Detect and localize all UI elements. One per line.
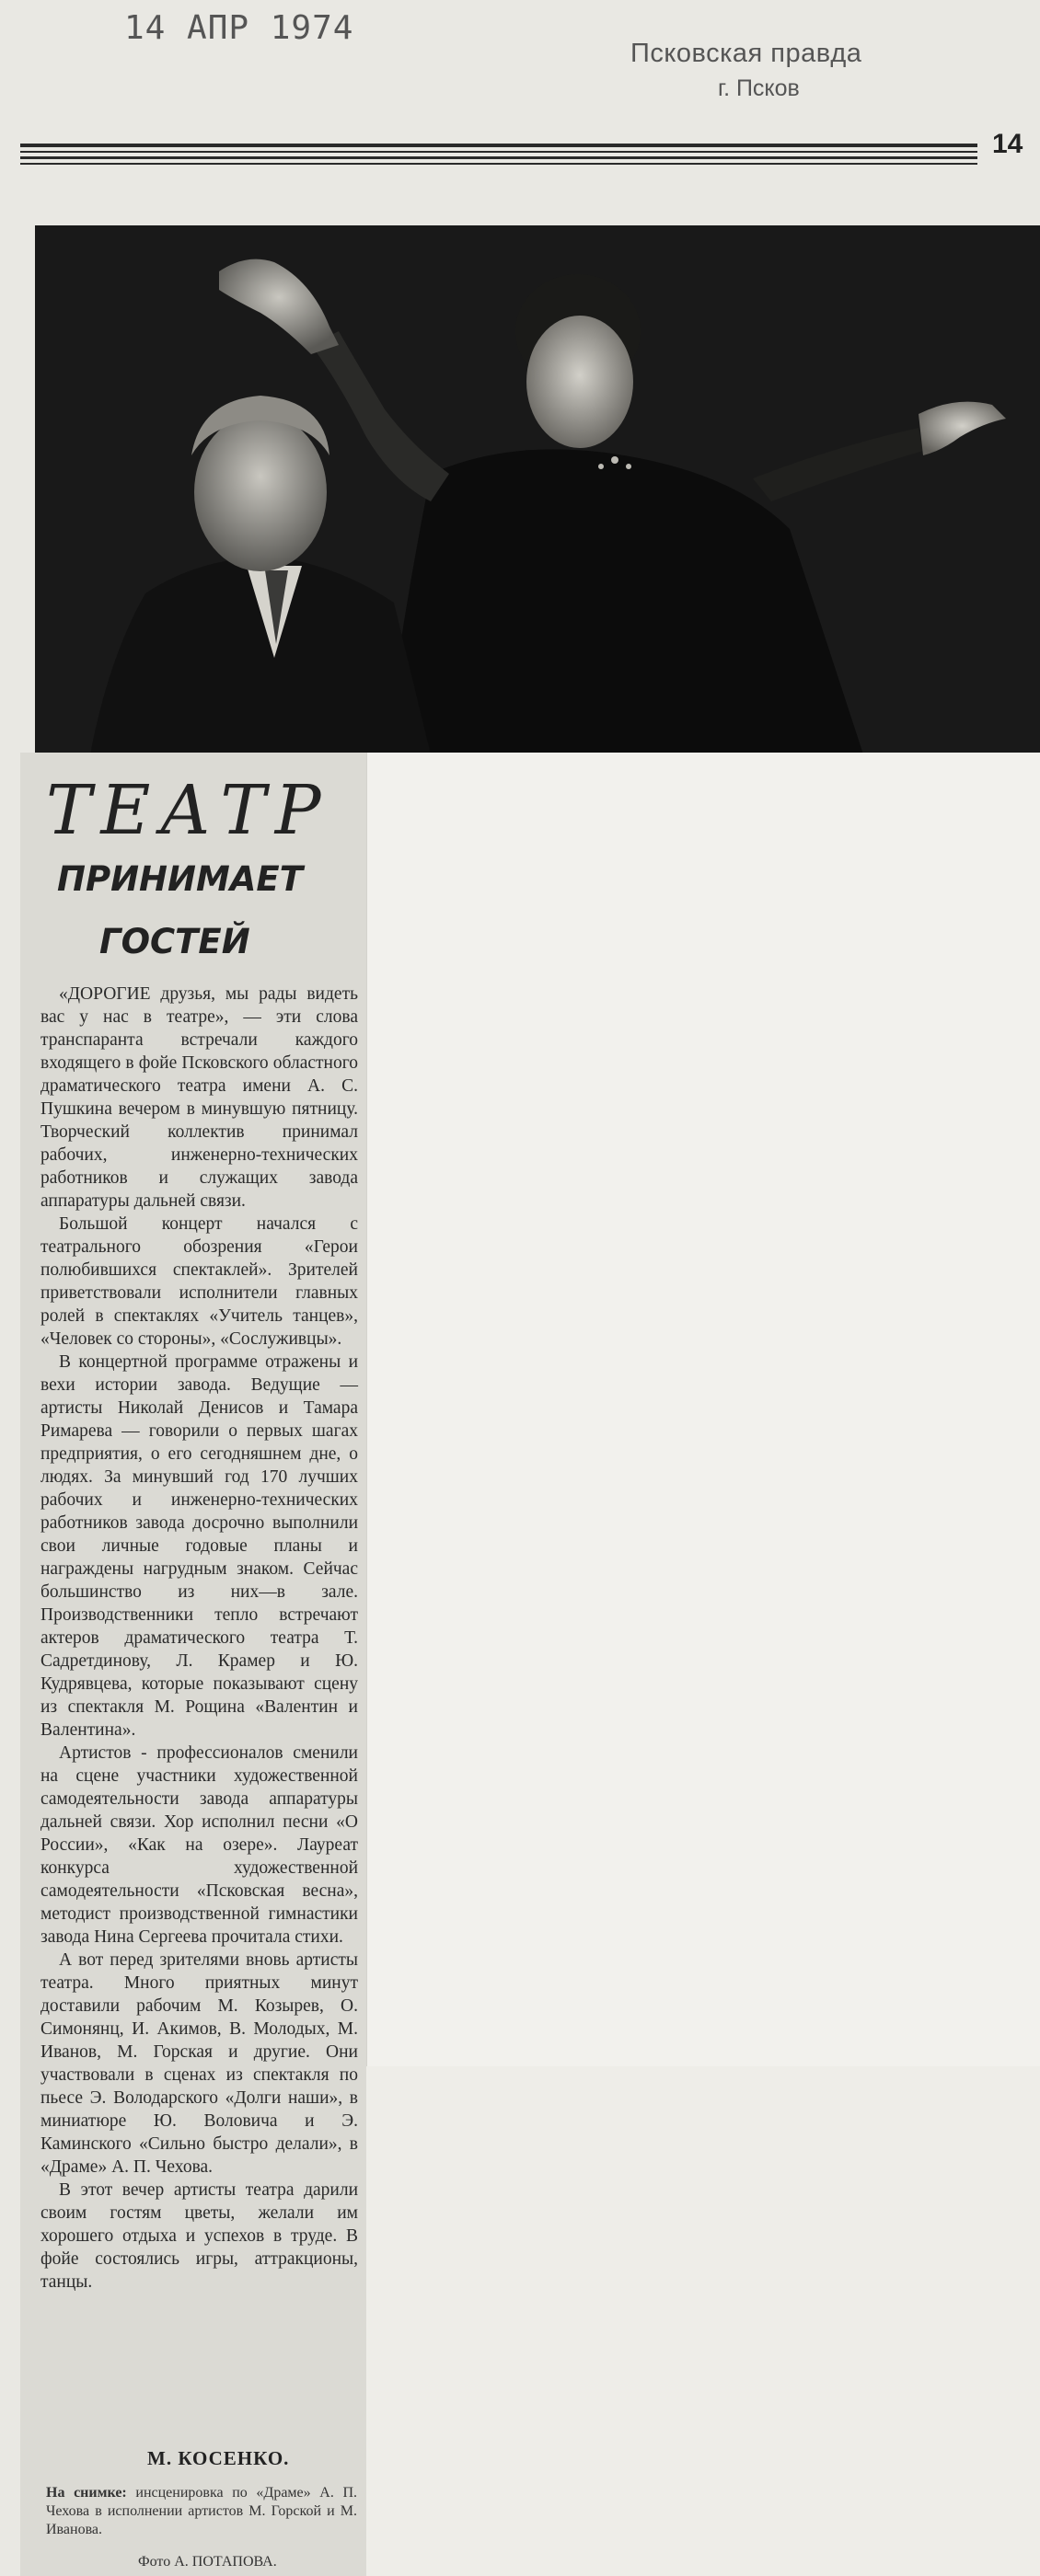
article-paragraph: А вот перед зрителями вновь артисты театра. Много приятных минут доставили рабочим М. Козырев, О. Симонянц, И. Акимов, В. Молодых, М. Иванов, М. Горская и другие. Они участвовали в сценах из спектакля по пьесе Э. Володарского «Долги наши», в миниатюре Ю. Воловича и Э. Каминского «Сильно быстро делали», в «Драме» А. П. Чехова. [40, 1950, 358, 2177]
blank-area [366, 753, 1040, 2068]
newspaper-name: Псковская правда [630, 39, 862, 68]
article-paragraph: Артистов - профессионалов сменили на сцене участники художественной самодеятельности завода аппаратуры дальней связи. Хор исполнил песни «О России», «Как на озере». Лауреат конкурса художественной самодеятельности «Псковская весна», методист производственной гимнастики завода Нина Сергеева прочитала стихи. [40, 1743, 358, 1947]
newspaper-city: г. Псков [718, 75, 800, 101]
photo-caption [46, 2484, 357, 2539]
header-rule [20, 163, 977, 165]
article-paragraph: В этот вечер артисты театра дарили своим гостям цветы, желали им хорошего отдыха и успехов в труде. В фойе состоялись игры, аттракционы, танцы. [40, 2180, 358, 2292]
article-author: М. КОСЕНКО. [147, 2447, 290, 2469]
caption-lead: На снимке: [46, 2485, 127, 2501]
header-rule [20, 144, 977, 147]
article-paragraph: В концертной программе отражены и вехи истории завода. Ведущие — артисты Николай Денисов и Тамара Римарева — говорили о первых шагах предприятия, о его сегодняшнем дне, о людях. За минувший год 170 лучших рабочих и инженерно-технических работников завода досрочно выполнили свои личные годовые планы и награждены нагрудным знаком. Сейчас большинство из них—в зале. Производственники тепло встречают актеров драматического театра Т. Садретдинову, Л. Крамер и Ю. Кудрявцева, которые показывают сцену из спектакля М. Рощина «Валентин и Валентина». [40, 1352, 358, 1740]
date-stamp: 14 АПР 1974 [124, 9, 354, 47]
page-number: 14 [992, 129, 1023, 159]
blank-area-lower [366, 2066, 1040, 2576]
photo-credit: Фото А. ПОТАПОВА. [138, 2554, 277, 2570]
caption-text: инсценировка по «Драме» А. П. Чехова в исполнении артистов М. Горской и М. Иванова. [46, 2485, 357, 2537]
stage-photo [35, 225, 1040, 754]
headline-line2: ПРИНИМАЕТ [57, 859, 303, 899]
article-body [40, 983, 358, 2294]
header-rule [20, 151, 977, 153]
headline-line1: ТЕАТР [46, 771, 330, 850]
header-rule [20, 156, 977, 159]
article-paragraph: Большой концерт начался с театрального обозрения «Герои полюбившихся спектаклей». Зрителей приветствовали исполнители главных ролей в спектаклях «Учитель танцев», «Человек со стороны», «Сослуживцы». [40, 1214, 358, 1349]
article-paragraph: «ДОРОГИЕ друзья, мы рады видеть вас у нас в театре», — эти слова транспаранта встречали каждого входящего в фойе Псковского областного драматического театра имени А. С. Пушкина вечером в минувшую пятницу. Творческий коллектив принимал рабочих, инженерно-технических работников и служащих завода аппаратуры дальней связи. [40, 984, 358, 1211]
headline-line3: ГОСТЕЙ [99, 922, 250, 961]
